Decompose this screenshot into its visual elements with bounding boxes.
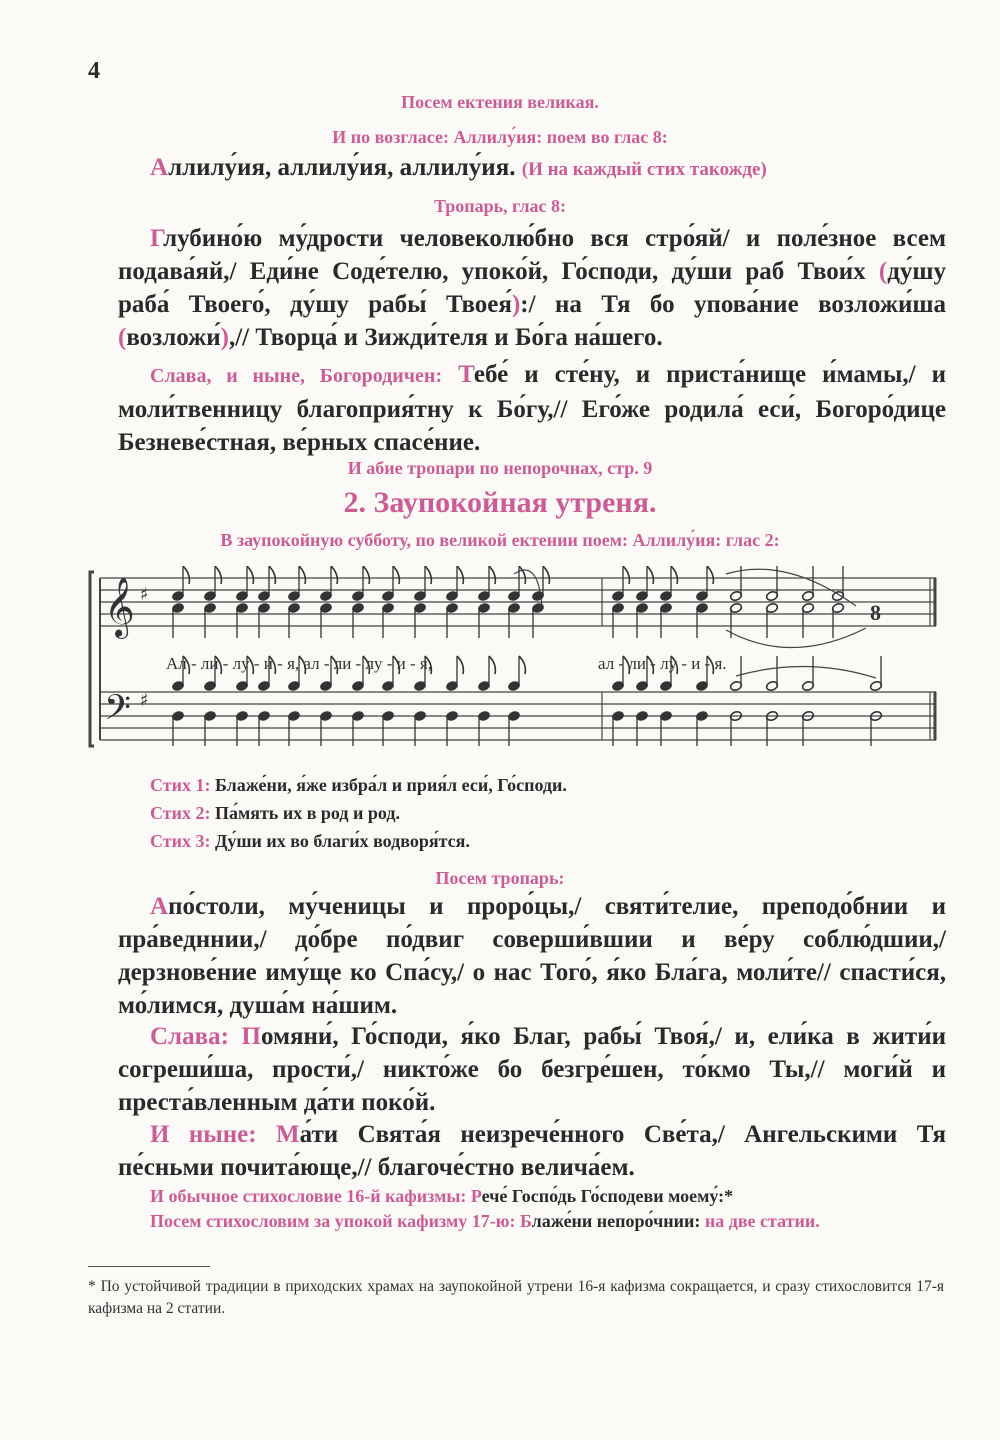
stikh-2 [150, 803, 400, 824]
footnote-rule [88, 1266, 210, 1267]
footnote: * По устойчивой традиции в приходских храмах на заупокойной утрени 16-я кафизма сокращается, и сразу стихословится 17-я кафизма на 2 статии. [88, 1278, 944, 1317]
rubric-troparion: Посем тропарь: [435, 868, 565, 888]
stikh-label: Стих 3: [150, 831, 211, 851]
variant-bracket: ) [511, 291, 521, 318]
alleluia-line [150, 154, 767, 182]
rubric-tropari: И абие тропари по непорочнах, стр. 9 [347, 458, 653, 478]
drop-letter: Р [470, 1186, 482, 1206]
note-flag [299, 566, 305, 584]
troparion-variant: возложи́ [126, 324, 221, 351]
theotokion-text [118, 358, 946, 459]
drop-letter: П [241, 1023, 261, 1050]
now-body: а́ти Свята́я неизрече́нного Све́та,/ Ангельскими Тя пе́сньми почита́юще,// благоче́стно велича́ем. [118, 1121, 946, 1181]
stikh-text: Па́мять их в род и род. [214, 803, 400, 823]
rubric-black: ече́ Госпо́дь Го́сподеви моему́:* [481, 1186, 734, 1206]
glory-text [118, 1020, 946, 1119]
stikh-text: Блаже́ни, я́же избра́л и прия́л еси́, Го́споди. [214, 775, 567, 795]
alleluia-note: (И на каждый стих такожде) [521, 159, 767, 180]
drop-letter: Г [150, 225, 164, 252]
glory-label: Слава: [150, 1023, 229, 1050]
variant-bracket: ( [878, 258, 888, 285]
treble-clef-icon: 𝄞 [104, 577, 135, 637]
glory-body: омяни́, Го́споди, я́ко Благ, рабы́ Твоя́,/ и, ели́ка в жити́и согреши́ша, прости́,/ никто́же бо безгре́шен, то́кмо Ты,// моги́й и преста́вленным да́ти поко́й. [118, 1023, 947, 1116]
rubric-kathisma-17 [150, 1211, 820, 1232]
troparion2-body: по́столи, му́ченицы и проро́цы,/ святи́телие, преподо́бнии и пра́ведннии,/ до́бре по́двиг соверши́вшии и ве́ру соблю́дшии,/ дерзнове́ние иму́ще ко Спа́су,/ о нас Того́, я́ко Бла́га, моли́те// спасти́ся, мо́лимся, душа́м на́шим. [118, 893, 946, 1019]
note-flag [519, 656, 525, 674]
stikh-label: Стих 1: [150, 775, 211, 795]
music-score [86, 566, 946, 766]
variant-bracket: ( [118, 324, 127, 351]
note-flag [331, 566, 337, 584]
note-flag [425, 566, 431, 584]
note-flag [363, 566, 369, 584]
now-text [118, 1118, 946, 1184]
note-flag [489, 566, 495, 584]
drop-letter: А [150, 154, 169, 181]
rubric-kathisma-16 [150, 1186, 733, 1207]
theotokion-label: Слава, и ныне, Богородичен: [150, 365, 443, 387]
stikh-label: Стих 2: [150, 803, 211, 823]
note-flag [457, 566, 463, 584]
stikh-3 [150, 831, 470, 852]
now-label: И ныне: [150, 1121, 257, 1148]
troparion-part: :/ на Тя бо упова́ние возложи́ша [520, 291, 947, 318]
stikh-1 [150, 775, 567, 796]
rubric-saturday: В заупокойную субботу, по великой ектении поем: Аллилу́ия: глас 2: [220, 530, 780, 550]
rubric-litany: Посем ектения великая. [401, 92, 599, 112]
note-flag [489, 656, 495, 674]
note-flag [519, 566, 525, 584]
lyrics-line-2: ал - ли - лу - и - я. [598, 654, 727, 673]
note-flag [183, 566, 189, 584]
note-flag [647, 566, 653, 584]
theotokion-body: ебе́ и сте́ну, и приста́нище и́мамы,/ и моли́твенницу благоприя́тну к Бо́гу,// Его́же родила́ еси́, Богоро́дице Безневе́стная, ве́рных спасе́ние. [118, 361, 946, 456]
drop-letter: Т [458, 361, 474, 388]
bass-clef-icon: 𝄢 [104, 687, 132, 736]
section-title: 2. Заупокойная утреня. [343, 486, 657, 519]
page-number: 4 [88, 58, 100, 84]
variant-bracket: ) [220, 324, 229, 351]
drop-letter: Б [519, 1211, 532, 1231]
note-flag [215, 566, 221, 584]
note-flag [671, 566, 677, 584]
drop-letter: М [276, 1121, 300, 1148]
alleluia-text: ллилу́ия, аллилу́ия, аллилу́ия. [168, 154, 516, 181]
note-flag [543, 566, 549, 584]
troparion-heading: Тропарь, глас 8: [433, 196, 567, 216]
drop-letter: А [150, 893, 169, 920]
note-flag [623, 566, 629, 584]
note-flag [247, 566, 253, 584]
sharp-icon: ♯ [140, 584, 149, 605]
troparion-variant: ду́шу раба́ Твоего́, ду́шу рабы́ Твоея́ [118, 258, 946, 318]
rubric-black: лаже́ни непоро́чнии: [531, 1211, 701, 1231]
note-flag [393, 566, 399, 584]
lyrics-line-1: Ал - ли - лу - и - я, ал - ли - лу - и - я, [166, 654, 432, 673]
rubric-red: на две статии. [704, 1211, 820, 1231]
troparion-part: лубино́ю му́дрости человеколю́бно вся стро́яй/ и поле́зное всем подава́яй,/ Еди́не Соде́телю, упоко́й, Го́споди, ду́ши раб Твои́х [118, 225, 946, 285]
troparion-text [118, 222, 946, 354]
troparion2-text [118, 890, 946, 1022]
sharp-icon: ♯ [140, 690, 149, 711]
rubric-alleluia: И по возгласе: Аллилу́ия: поем во глас 8: [332, 127, 668, 147]
rubric-red: И обычное стихословие 16-й кафизмы: [150, 1186, 467, 1206]
note-flag [707, 566, 713, 584]
note-flag [269, 566, 275, 584]
troparion-part: ,// Творца́ и Зижди́теля и Бо́га на́шего. [228, 324, 663, 351]
rubric-red: Посем стихословим за упокой кафизму 17-ю: [150, 1211, 516, 1231]
stikh-text: Ду́ши их во благи́х водворя́тся. [214, 831, 470, 851]
final-numeral: 8 [870, 600, 881, 625]
note-flag [457, 656, 463, 674]
